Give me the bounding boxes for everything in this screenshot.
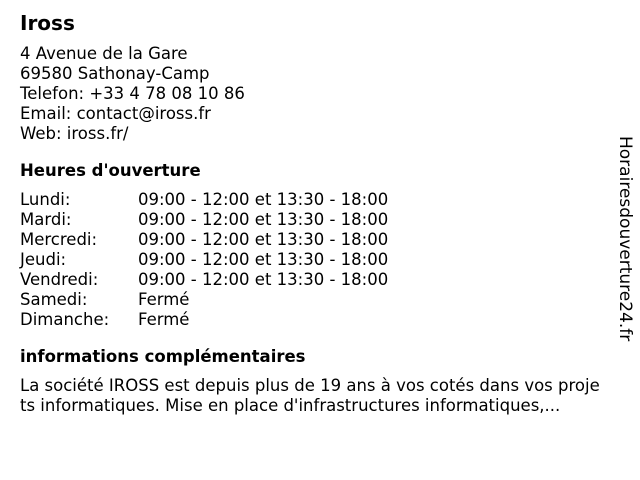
- hours-row: [20, 250, 388, 270]
- hours-row: [20, 270, 388, 290]
- hours-time: 09:00 - 12:00 et 13:30 - 18:00: [138, 210, 389, 229]
- hours-day: Vendredi:: [20, 270, 99, 289]
- hours-time: Fermé: [138, 290, 190, 309]
- hours-time: 09:00 - 12:00 et 13:30 - 18:00: [138, 230, 389, 249]
- business-name: Iross: [20, 11, 75, 35]
- hours-time: Fermé: [138, 310, 190, 329]
- side-brand-text: Horairesdouverture24.fr: [615, 136, 635, 342]
- hours-row: [20, 210, 388, 230]
- business-card: [20, 10, 610, 416]
- hours-day: Mercredi:: [20, 230, 98, 249]
- address-street: 4 Avenue de la Gare: [20, 44, 188, 63]
- info-description: La société IROSS est depuis plus de 19 ans à vos cotés dans vos projets informatiques. Mise en place d'infrastructures informatiques,...: [20, 376, 600, 415]
- address-block: [20, 44, 610, 144]
- hours-day: Jeudi:: [20, 250, 67, 269]
- hours-row: [20, 230, 388, 250]
- hours-day: Dimanche:: [20, 310, 110, 329]
- side-brand: [612, 136, 638, 346]
- web-line: Web: iross.fr/: [20, 124, 129, 143]
- hours-day: Mardi:: [20, 210, 72, 229]
- hours-day: Lundi:: [20, 190, 71, 209]
- hours-row: [20, 290, 388, 310]
- hours-heading: Heures d'ouverture: [20, 161, 201, 180]
- hours-day: Samedi:: [20, 290, 88, 309]
- info-heading: informations complémentaires: [20, 347, 306, 366]
- address-city: 69580 Sathonay-Camp: [20, 64, 210, 83]
- hours-row: [20, 310, 388, 330]
- hours-row: [20, 190, 388, 210]
- hours-table: [20, 190, 388, 330]
- hours-time: 09:00 - 12:00 et 13:30 - 18:00: [138, 250, 389, 269]
- email-line: Email: contact@iross.fr: [20, 104, 211, 123]
- hours-time: 09:00 - 12:00 et 13:30 - 18:00: [138, 270, 389, 289]
- phone-line: Telefon: +33 4 78 08 10 86: [20, 84, 245, 103]
- hours-time: 09:00 - 12:00 et 13:30 - 18:00: [138, 190, 389, 209]
